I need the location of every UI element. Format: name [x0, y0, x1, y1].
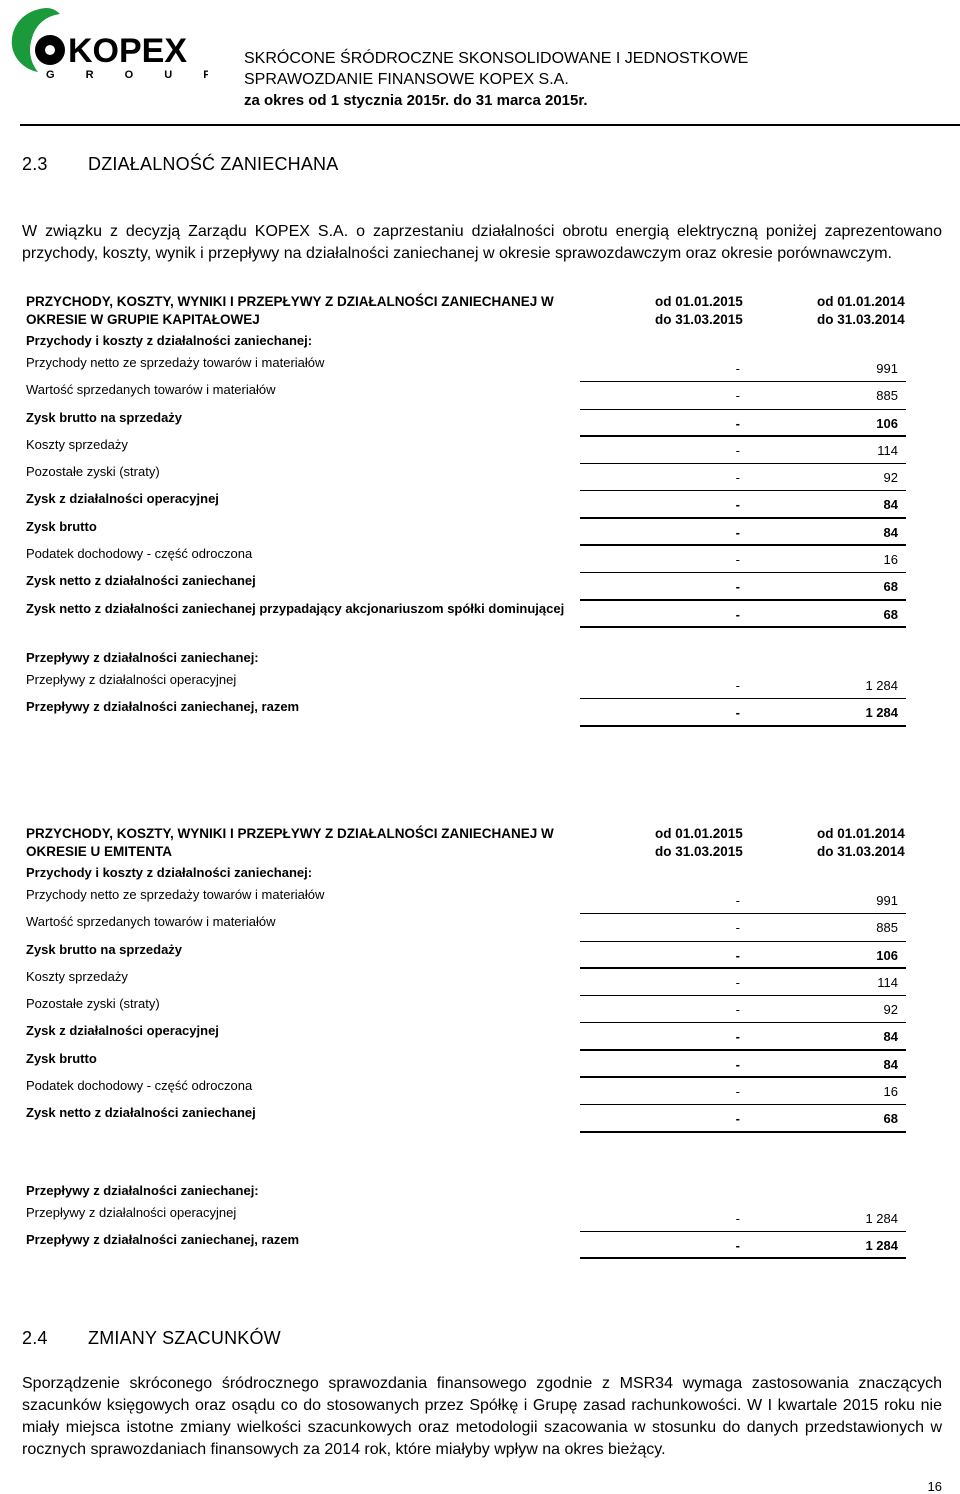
row-label: Zysk z działalności operacyjnej: [26, 491, 219, 507]
row-label: Zysk netto z działalności zaniechanej przypadający akcjonariuszom spółki dominującej: [26, 600, 565, 616]
column-header-2015: [655, 293, 743, 329]
table-row: [26, 1205, 906, 1232]
row-value-2015: -: [735, 893, 740, 908]
table-subheading: Przepływy z działalności zaniechanej:: [26, 1182, 259, 1198]
section-title: DZIAŁALNOŚĆ ZANIECHANA: [88, 154, 339, 174]
row-value-2015: -: [735, 1056, 740, 1072]
col2-to: do 31.03.2014: [817, 312, 905, 327]
kopex-logo-graphic: [8, 6, 208, 78]
row-label: Przepływy z działalności operacyjnej: [26, 1204, 237, 1220]
row-value-2014: 106: [876, 947, 898, 963]
table-row: [26, 1078, 906, 1105]
row-label: Koszty sprzedaży: [26, 436, 128, 452]
row-value-2015: -: [735, 470, 740, 486]
row-value-2015: -: [735, 497, 740, 513]
row-value-2015: -: [735, 1237, 740, 1253]
row-label: Przepływy z działalności zaniechanej, razem: [26, 699, 300, 715]
row-label: Podatek dochodowy - część odroczona: [26, 1078, 253, 1094]
row-label: Zysk brutto: [26, 518, 97, 534]
row-label: Zysk brutto na sprzedaży: [26, 941, 183, 957]
row-label: Przepływy z działalności zaniechanej, razem: [26, 1231, 300, 1247]
table-issuer: [26, 825, 906, 1259]
table-row: [26, 573, 906, 600]
row-label: Przychody netto ze sprzedaży towarów i materiałów: [26, 355, 325, 370]
row-value-2014: 16: [883, 1084, 898, 1100]
row-value-2015: -: [735, 1111, 740, 1127]
section-heading-2-3: [22, 154, 338, 175]
row-value-2015: -: [735, 579, 740, 595]
table-row: [26, 887, 906, 914]
row-label: Zysk netto z działalności zaniechanej: [26, 573, 256, 589]
table-row: [26, 464, 906, 491]
row-value-2014: 84: [883, 497, 898, 513]
row-value-2014: 106: [876, 415, 898, 431]
row-value-2014: 84: [883, 1056, 898, 1072]
table-flow-rows: [26, 1205, 906, 1260]
row-value-2015: -: [735, 361, 740, 376]
row-value-2015: -: [735, 606, 740, 622]
row-value-2015: -: [735, 920, 740, 936]
col1-to: do 31.03.2015: [655, 312, 743, 327]
row-value-2015: -: [735, 705, 740, 721]
row-value-2015: -: [735, 524, 740, 540]
table-row: [26, 601, 906, 628]
row-value-2014: 1 284: [865, 677, 898, 693]
table-rows: [26, 887, 906, 1133]
col2-from: od 01.01.2014: [817, 826, 905, 841]
col1-to: do 31.03.2015: [655, 844, 743, 859]
table-title: PRZYCHODY, KOSZTY, WYNIKI I PRZEPŁYWY Z DZIAŁALNOŚCI ZANIECHANEJ W OKRESIE U EMITENTA: [26, 826, 554, 859]
section-text: Sporządzenie skróconego śródrocznego sprawozdania finansowego zgodnie z MSR34 wymaga zastosowania znaczących szacunków księgowych oraz osądu co do stosowanych przez Spółkę i Grupę zasad rachunkowości. W I kwartale 2015 roku nie miały miejsca istotne zmiany wielkości szacunkowych oraz metodologii szacowania w stosunku do danych przedstawionych w rocznych sprawozdaniach finansowych za 2014 rok, które miałyby wpływ na okres bieżący.: [22, 1375, 942, 1458]
row-label: Przychody netto ze sprzedaży towarów i materiałów: [26, 887, 325, 902]
row-value-2015: -: [735, 1002, 740, 1018]
table-header: [26, 293, 906, 333]
header-title-line2: SPRAWOZDANIE FINANSOWE KOPEX S.A.: [244, 71, 569, 88]
column-header-2015: [655, 825, 743, 861]
row-underline: [580, 626, 906, 628]
col1-from: od 01.01.2015: [655, 294, 743, 309]
section-heading-2-4: [22, 1328, 281, 1349]
table-row: [26, 1105, 906, 1132]
table-row: [26, 382, 906, 409]
row-value-2014: 92: [883, 1002, 898, 1018]
table-row: [26, 699, 906, 726]
section-number: 2.3: [22, 154, 48, 174]
row-value-2014: 991: [876, 361, 898, 376]
row-value-2015: -: [735, 552, 740, 568]
row-value-2015: -: [735, 1084, 740, 1100]
table-flow-rows: [26, 672, 906, 727]
table-row: [26, 437, 906, 464]
header-title-line1: SKRÓCONE ŚRÓDROCZNE SKONSOLIDOWANE I JEDNOSTKOWE: [244, 50, 749, 67]
table-subheading: Przychody i koszty z działalności zaniechanej:: [26, 865, 313, 880]
row-label: Wartość sprzedanych towarów i materiałów: [26, 382, 276, 398]
row-value-2014: 1 284: [865, 1237, 898, 1253]
table-row: [26, 410, 906, 437]
table-row: [26, 996, 906, 1023]
row-value-2015: -: [735, 415, 740, 431]
table-row: [26, 672, 906, 699]
row-value-2015: -: [735, 974, 740, 990]
row-label: Pozostałe zyski (straty): [26, 464, 160, 480]
row-value-2014: 68: [883, 606, 898, 622]
row-underline: [580, 1131, 906, 1133]
table-row: [26, 546, 906, 573]
table-row: [26, 1051, 906, 1078]
row-underline: [580, 725, 906, 727]
row-label: Zysk brutto na sprzedaży: [26, 409, 183, 425]
section-intro: W związku z decyzją Zarządu KOPEX S.A. o zaprzestaniu działalności obrotu energią elektryczną poniżej zaprezentowano przychody, koszty, wynik i przepływy na działalności zaniechanej w okresie sprawozdawczym oraz okresie porównawczym.: [22, 223, 942, 262]
table-title: PRZYCHODY, KOSZTY, WYNIKI I PRZEPŁYWY Z DZIAŁALNOŚCI ZANIECHANEJ W OKRESIE W GRUPIE KAPITAŁOWEJ: [26, 294, 554, 327]
table-row: [26, 355, 906, 382]
row-label: Pozostałe zyski (straty): [26, 996, 160, 1012]
table-row: [26, 491, 906, 518]
kopex-logo: [8, 6, 208, 78]
row-label: Zysk brutto: [26, 1050, 97, 1066]
row-value-2015: -: [735, 1210, 740, 1226]
row-label: Koszty sprzedaży: [26, 968, 128, 984]
column-header-2014: [817, 825, 905, 861]
row-value-2014: 114: [877, 974, 898, 990]
column-header-2014: [817, 293, 905, 329]
row-label: Zysk z działalności operacyjnej: [26, 1023, 219, 1039]
row-label: Wartość sprzedanych towarów i materiałów: [26, 914, 276, 930]
row-value-2014: 885: [876, 388, 898, 404]
section-number: 2.4: [22, 1328, 48, 1348]
table-subheading: Przychody i koszty z działalności zaniechanej:: [26, 333, 313, 348]
logo-subtext: G R O U P: [46, 69, 208, 78]
col2-to: do 31.03.2014: [817, 844, 905, 859]
table-row: [26, 519, 906, 546]
row-label: Podatek dochodowy - część odroczona: [26, 546, 253, 562]
table-header: [26, 825, 906, 865]
table-row: [26, 914, 906, 941]
row-value-2014: 92: [883, 470, 898, 486]
col1-from: od 01.01.2015: [655, 826, 743, 841]
row-value-2014: 114: [877, 442, 898, 458]
logo-text: KOPEX: [68, 32, 188, 70]
row-value-2014: 885: [876, 920, 898, 936]
row-value-2014: 1 284: [865, 705, 898, 721]
row-value-2014: 84: [883, 1029, 898, 1045]
row-value-2014: 68: [883, 579, 898, 595]
col2-from: od 01.01.2014: [817, 294, 905, 309]
row-label: Zysk netto z działalności zaniechanej: [26, 1105, 256, 1121]
row-value-2014: 68: [883, 1111, 898, 1127]
table-subheading: Przepływy z działalności zaniechanej:: [26, 649, 259, 665]
row-value-2014: 16: [883, 552, 898, 568]
table-row: [26, 969, 906, 996]
table-group: [26, 293, 906, 727]
row-value-2015: -: [735, 442, 740, 458]
row-value-2014: 1 284: [865, 1210, 898, 1226]
row-value-2015: -: [735, 947, 740, 963]
header-title-line3: za okres od 1 stycznia 2015r. do 31 marca 2015r.: [244, 92, 588, 109]
row-value-2014: 84: [883, 524, 898, 540]
table-row: [26, 942, 906, 969]
header-divider: [20, 124, 960, 126]
table-rows: [26, 355, 906, 628]
row-value-2015: -: [735, 677, 740, 693]
report-header: [244, 48, 748, 111]
row-value-2014: 991: [876, 893, 898, 908]
row-value-2015: -: [735, 388, 740, 404]
row-underline: [580, 1257, 906, 1259]
page-number: 16: [927, 1479, 942, 1494]
section-title: ZMIANY SZACUNKÓW: [88, 1328, 281, 1348]
table-row: [26, 1023, 906, 1050]
row-label: Przepływy z działalności operacyjnej: [26, 671, 237, 687]
row-value-2015: -: [735, 1029, 740, 1045]
table-row: [26, 1232, 906, 1259]
